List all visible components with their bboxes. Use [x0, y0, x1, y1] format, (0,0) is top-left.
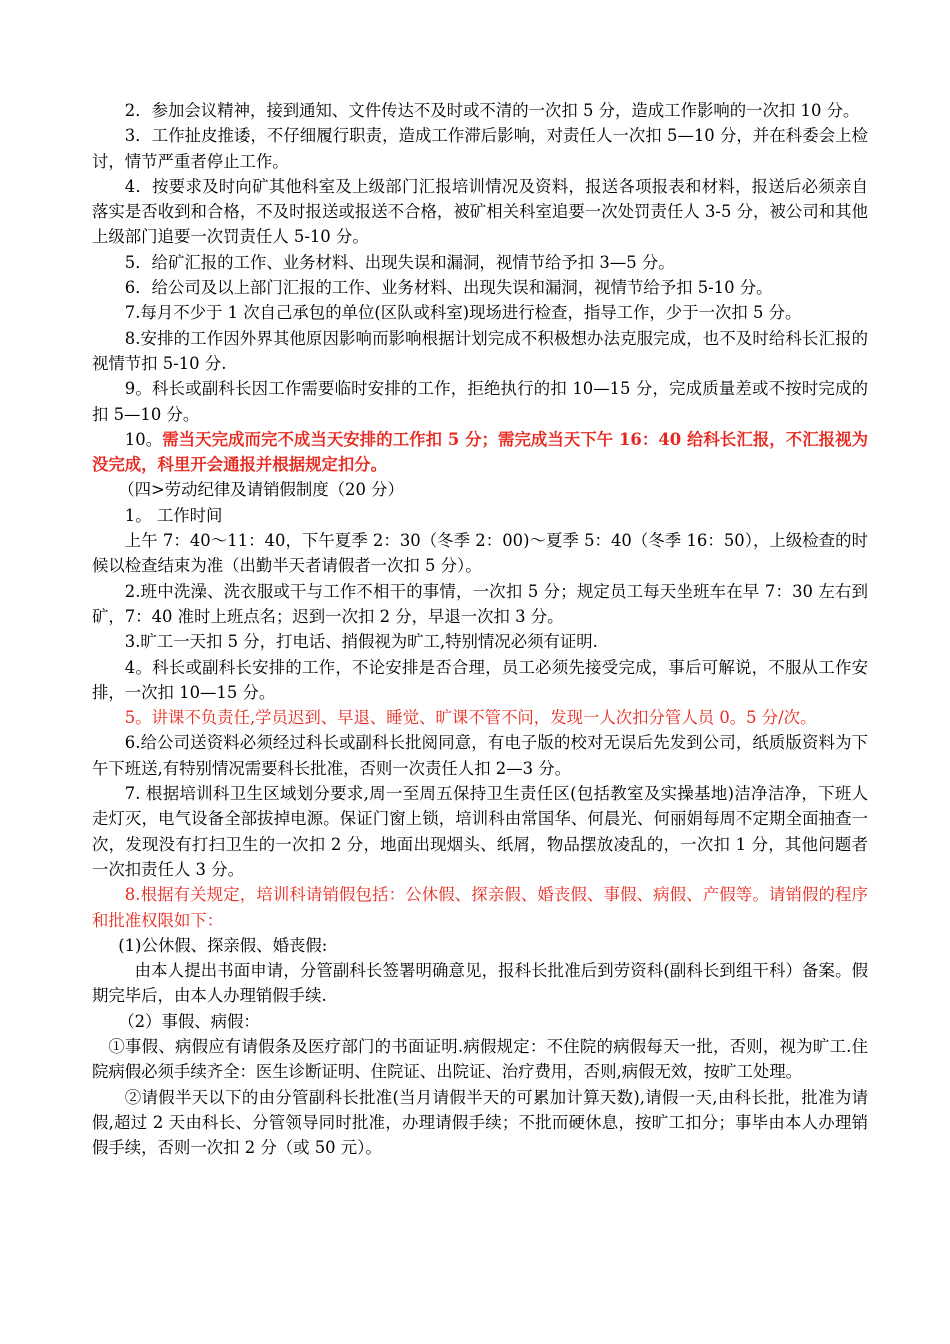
leave-type-1-body: 由本人提出书面申请，分管副科长签署明确意见，报科长批准后到劳资科(副科长到组干科）备案。假期完毕后，由本人办理销假手续.: [92, 961, 868, 1006]
item-3-absence: 3.旷工一天扣 5 分，打电话、捎假视为旷工,特别情况必须有证明.: [124, 632, 598, 652]
rule-7-inspection: 7.每月不少于 1 次自己承包的单位(区队或科室)现场进行检查，指导工作，少于一次扣 5 分。: [124, 303, 802, 323]
leave-type-2-clause-1: ①事假、病假应有请假条及医疗部门的书面证明.病假规定：不住院的病假每天一批，否则，视为旷工.住院病假必须手续齐全：医生诊断证明、住院证、出院证、治疗费用，否则,病假无效，按旷工处理。: [92, 1036, 868, 1082]
leave-type-2-heading: （2）事假、病假：: [118, 1011, 260, 1031]
rule-9-temporary: 9。科长或副科长因工作需要临时安排的工作，拒绝执行的扣 10—15 分，完成质量差或不按时完成的扣 5—10 分。: [92, 379, 868, 424]
rule-10-number: 10。: [124, 429, 163, 449]
rule-4-reporting: 4．按要求及时向矿其他科室及上级部门汇报培训情况及资料，报送各项报表和材料，报送后必须亲自落实是否收到和合格，不及时报送或报送不合格，被矿相关科室追要一次处罚责任人 3-5 分，被公司和其他上级部门追要一次罚责任人 5-10 分。: [92, 176, 868, 247]
section-4-heading: （四>劳动纪律及请销假制度（20 分）: [118, 480, 404, 500]
item-4-obedience: 4。科长或副科长安排的工作，不论安排是否合理，员工必须先接受完成，事后可解说，不服从工作安排，一次扣 10—15 分。: [92, 657, 868, 702]
rule-8-external: 8.安排的工作因外界其他原因影响而影响根据计划完成不积极想办法克服完成，也不及时给科长汇报的视情节扣 5-10 分.: [92, 328, 868, 373]
item-8-leave-rules: 8.根据有关规定，培训科请销假包括：公休假、探亲假、婚丧假、事假、病假、产假等。请销假的程序和批准权限如下：: [92, 885, 868, 930]
rule-3-shirking: 3．工作扯皮推诿，不仔细履行职责，造成工作滞后影响，对责任人一次扣 5—10 分，并在科委会上检讨，情节严重者停止工作。: [92, 126, 868, 171]
leave-type-1-heading: (1)公休假、探亲假、婚丧假:: [118, 935, 328, 955]
document-page: [92, 98, 868, 1160]
rule-2-meeting: 2．参加会议精神，接到通知、文件传达不及时或不清的一次扣 5 分，造成工作影响的一次扣 10 分。: [124, 101, 860, 120]
item-5-teaching: 5。讲课不负责任,学员迟到、早退、睡觉、旷课不管不问，发现一人次扣分管人员 0。5 分/次。: [124, 708, 817, 728]
item-7-hygiene: 7. 根据培训科卫生区域划分要求,周一至周五保持卫生责任区(包括教室及实操基地)洁净洁净，下班人走灯灭，电气设备全部拔掉电源。保证门窗上锁，培训科由常国华、何晨光、何丽娟每周不定期全面抽查一次，发现没有打扫卫生的一次扣 2 分，地面出现烟头、纸屑，物品摆放凌乱的，一次扣 1 分，其他问题者一次扣责任人 3 分。: [92, 784, 868, 879]
rule-10-daily-task: [92, 427, 868, 478]
item-2-bathing: 2.班中洗澡、洗衣服或干与工作不相干的事情，一次扣 5 分；规定员工每天坐班车在早 7：30 左右到矿，7：40 准时上班点名；迟到一次扣 2 分，早退一次扣 3 分。: [92, 581, 868, 626]
rule-10-highlight: 需当天完成而完不成当天安排的工作扣 5 分；需完成当天下午 16：40 给科长汇报，不汇报视为没完成，科里开会通报并根据规定扣分。: [92, 429, 868, 475]
item-1-work-time: 1。 工作时间: [124, 505, 223, 525]
rule-5-mine-report: 5．给矿汇报的工作、业务材料、出现失误和漏洞，视情节给予扣 3—5 分。: [124, 252, 675, 272]
work-hours-text: 上午 7：40～11：40，下午夏季 2：30（冬季 2：00)～夏季 5：40（冬季 16：50），上级检查的时候以检查结束为准（出勤半天者请假者一次扣 5 分）。: [92, 531, 868, 576]
rule-6-company-report: 6．给公司及以上部门汇报的工作、业务材料、出现失误和漏洞，视情节给予扣 5-10 分。: [124, 278, 773, 298]
item-6-documents: 6.给公司送资料必须经过科长或副科长批阅同意，有电子版的校对无误后先发到公司，纸质版资料为下午下班送,有特别情况需要科长批准，否则一次责任人扣 2—3 分。: [92, 733, 868, 778]
leave-type-2-clause-2: ②请假半天以下的由分管副科长批准(当月请假半天的可累加计算天数),请假一天,由科长批，批准为请假,超过 2 天由科长、分管领导同时批准，办理请假手续；不批而硬休息，按旷工扣分；事毕由本人办理销假手续，否则一次扣 2 分（或 50 元）。: [92, 1087, 868, 1158]
